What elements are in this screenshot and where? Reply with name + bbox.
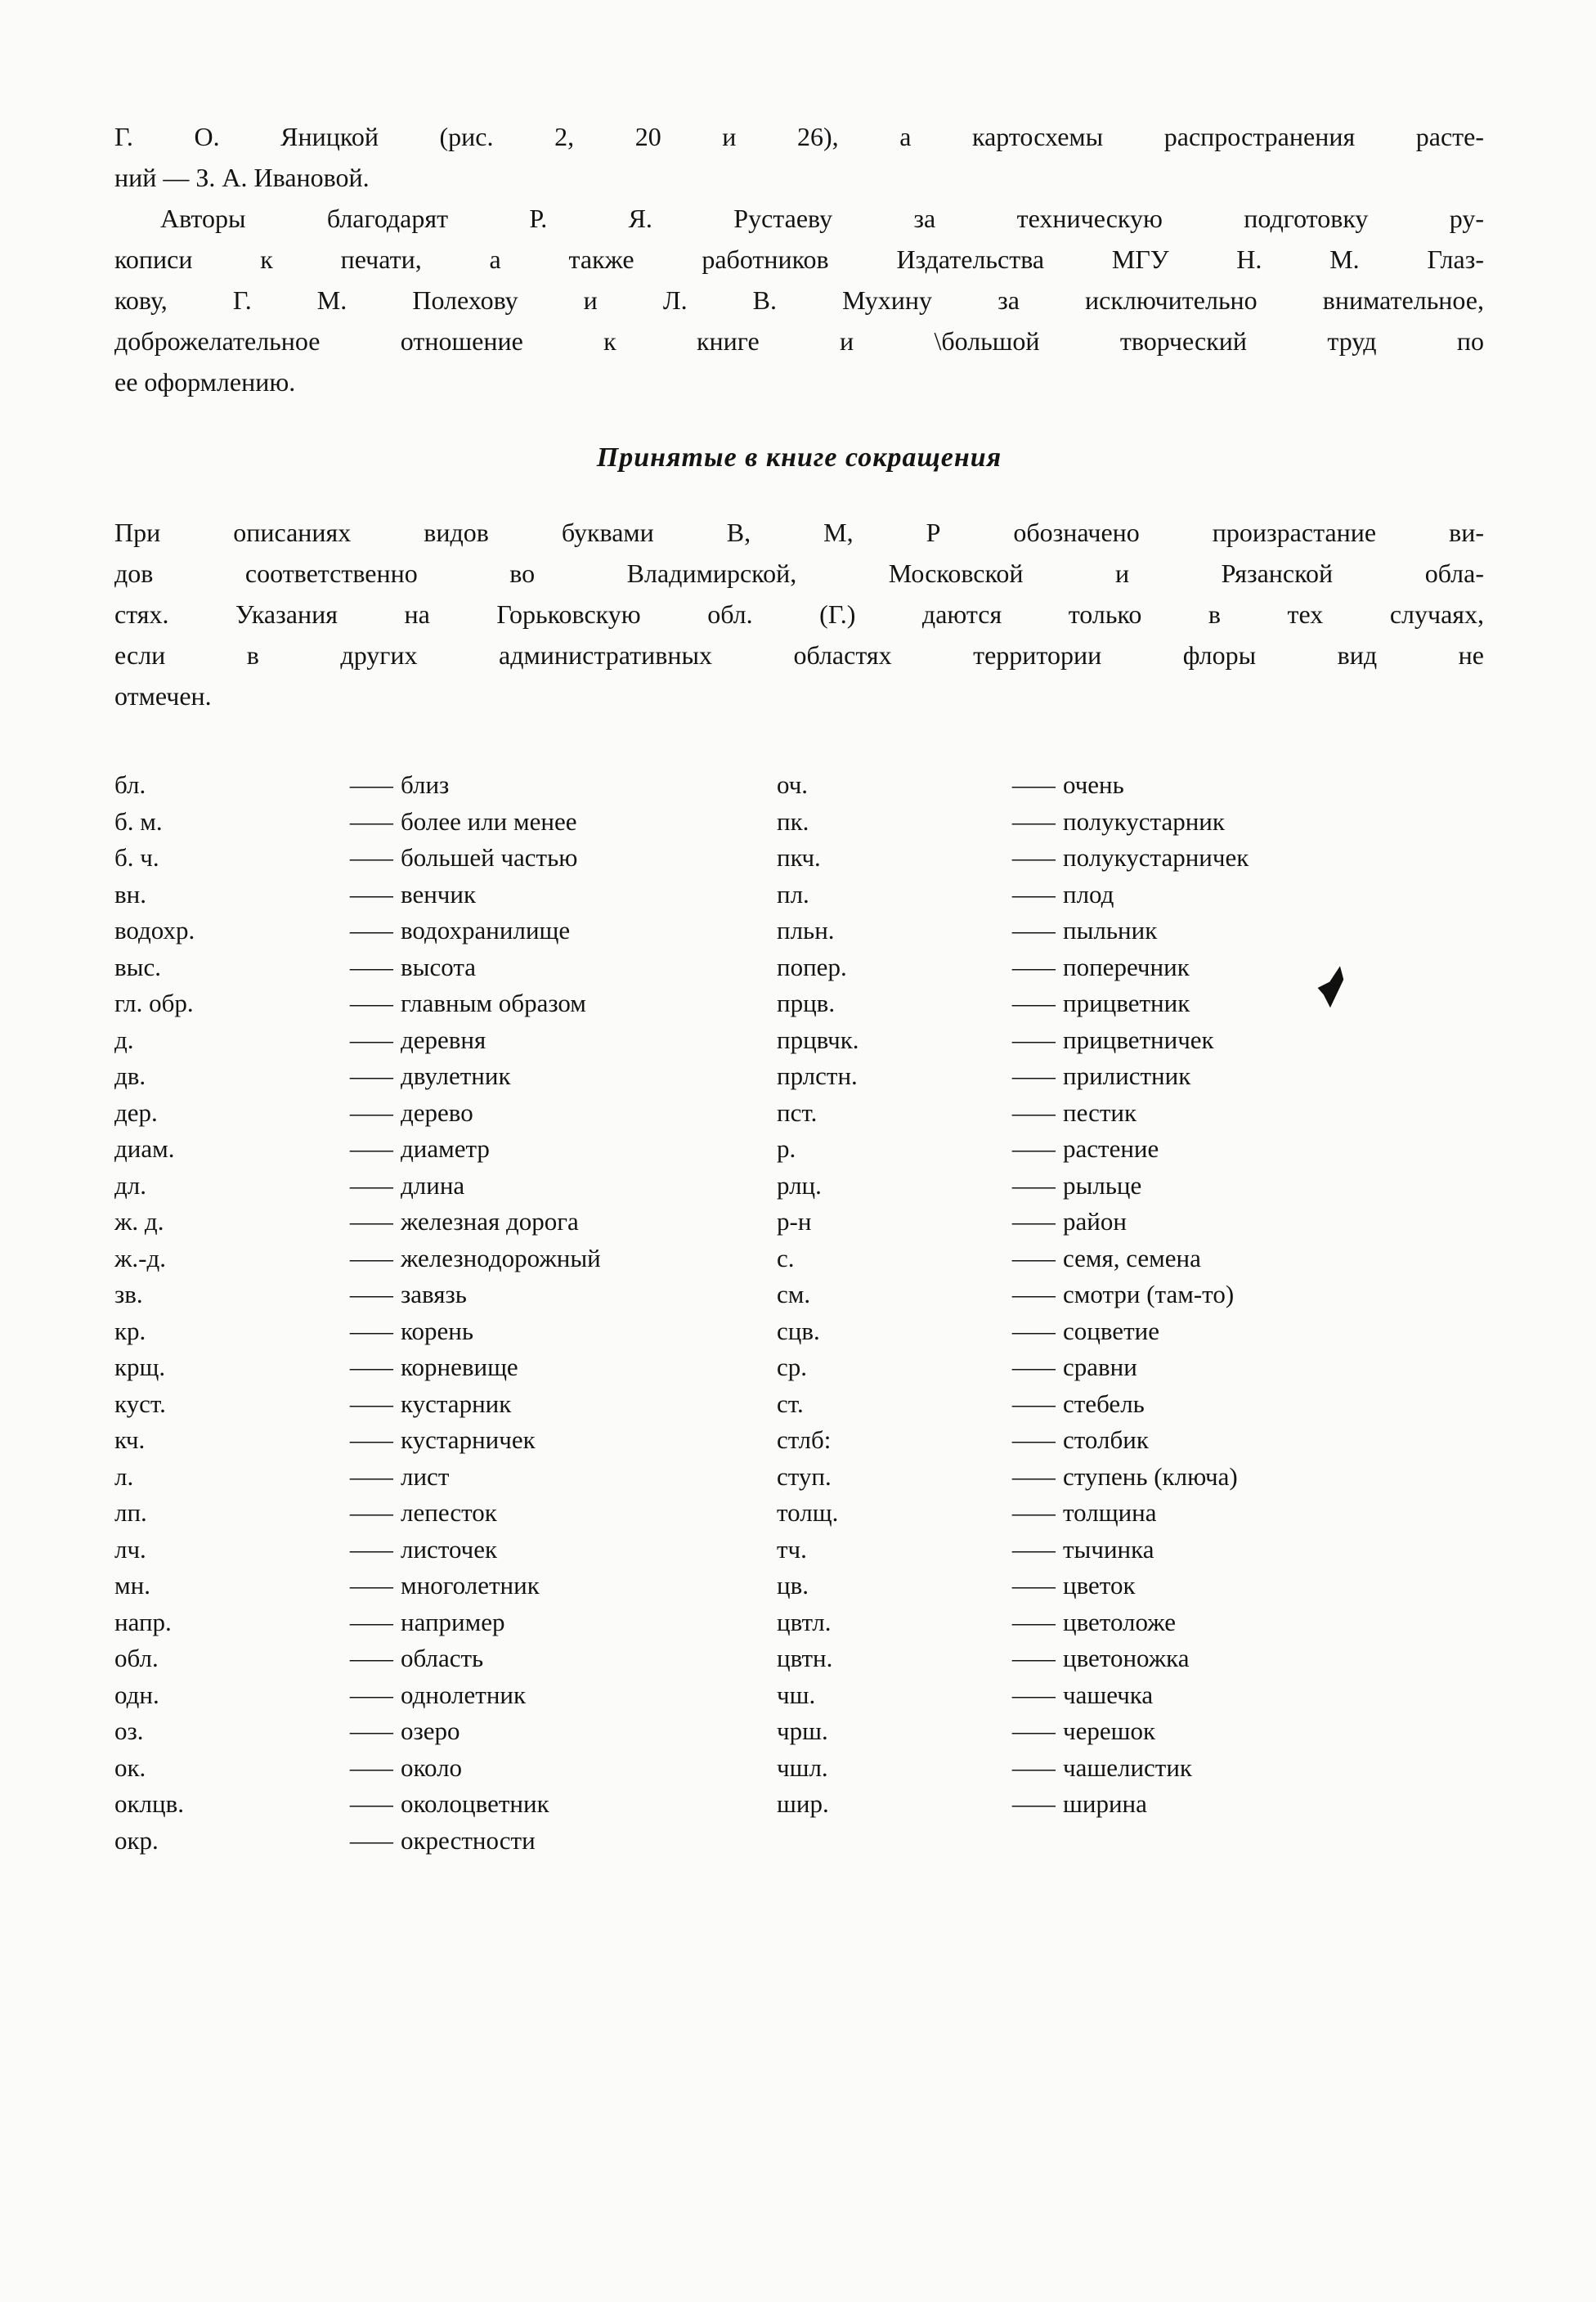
dash-glyph: — (350, 1644, 393, 1672)
abbr-term: см. (777, 1280, 811, 1308)
dash-glyph: — (350, 843, 393, 872)
dash-glyph: — (350, 1134, 393, 1163)
abbr-row (777, 1168, 1484, 1205)
note-line: стях. Указания на Горьковскую обл. (Г.) даются только в тех случаях, (114, 599, 1484, 629)
dash-glyph: — (1012, 770, 1056, 799)
dash-glyph: — (1012, 1353, 1056, 1381)
abbr-term: дв. (114, 1061, 146, 1090)
abbr-meaning: прилистник (1063, 1061, 1191, 1090)
abbr-meaning: очень (1063, 770, 1124, 799)
abbr-meaning: ширина (1063, 1789, 1147, 1818)
dash-glyph: — (350, 952, 393, 981)
dash-glyph: — (350, 1316, 393, 1345)
abbr-term: оч. (777, 770, 809, 799)
abbr-term: цв. (777, 1571, 809, 1600)
abbr-meaning: двулетник (401, 1061, 511, 1090)
abbr-term: попер. (777, 952, 847, 981)
abbr-meaning: цветок (1063, 1571, 1136, 1600)
abbr-row (114, 949, 777, 986)
dash-glyph: — (350, 1061, 393, 1090)
abbr-row (777, 1786, 1484, 1823)
abbr-row (114, 1386, 777, 1423)
abbr-row (777, 1459, 1484, 1496)
abbr-meaning: окрестности (401, 1825, 536, 1855)
abbr-row (114, 1058, 777, 1095)
abbr-meaning: например (401, 1607, 505, 1636)
abbr-row (114, 1713, 777, 1750)
abbreviations-list (114, 767, 1484, 1859)
abbr-row (114, 1604, 777, 1641)
abbr-term: оз. (114, 1716, 144, 1745)
abbr-meaning: высота (401, 952, 477, 981)
abbr-term: кр. (114, 1316, 146, 1345)
dash-glyph: — (350, 1280, 393, 1308)
note-line: дов соответственно во Владимирской, Московской и Рязанской обла- (114, 559, 1484, 588)
abbr-row (114, 913, 777, 949)
abbr-meaning: семя, семена (1063, 1243, 1201, 1272)
abbr-meaning: цветоложе (1063, 1607, 1177, 1636)
abbreviations-column-right (777, 767, 1484, 1859)
abbr-term: ступ. (777, 1461, 832, 1491)
abbr-meaning: соцветие (1063, 1316, 1159, 1345)
abbr-meaning: около (401, 1752, 463, 1782)
abbr-row (777, 1495, 1484, 1532)
abbr-meaning: листочек (401, 1534, 498, 1564)
dash-glyph: — (1012, 916, 1056, 945)
abbr-term: гл. обр. (114, 989, 194, 1017)
abbr-term: обл. (114, 1644, 159, 1672)
abbr-meaning: однолетник (401, 1680, 527, 1709)
abbr-term: одн. (114, 1680, 159, 1709)
abbr-term: сцв. (777, 1316, 820, 1345)
abbr-term: пк. (777, 806, 809, 836)
abbr-row (114, 1677, 777, 1714)
dash-glyph: — (350, 1389, 393, 1418)
abbr-meaning: водохранилище (401, 916, 571, 945)
abbr-term: крщ. (114, 1353, 166, 1381)
abbr-meaning: железная дорога (401, 1207, 579, 1236)
abbr-meaning: район (1063, 1207, 1127, 1236)
dash-glyph: — (350, 1207, 393, 1236)
abbr-meaning: пыльник (1063, 916, 1158, 945)
abbr-meaning: смотри (там-то) (1063, 1280, 1235, 1308)
abbr-meaning: сравни (1063, 1353, 1137, 1381)
intro-paragraph (114, 116, 1484, 402)
intro-line: Г. О. Яницкой (рис. 2, 20 и 26), а картосхемы распространения расте- (114, 122, 1484, 151)
abbr-row (777, 1422, 1484, 1459)
abbr-row (114, 804, 777, 841)
abbr-meaning: плод (1063, 879, 1114, 909)
abbr-row (777, 1532, 1484, 1568)
abbr-row (777, 1022, 1484, 1059)
abbr-term: диам. (114, 1134, 175, 1163)
intro-line: доброжелательное отношение к книге и \большой творческий труд по (114, 326, 1484, 356)
abbr-row (114, 1131, 777, 1168)
abbr-term: окр. (114, 1825, 159, 1855)
abbr-meaning: ступень (ключа) (1063, 1461, 1238, 1491)
abbr-meaning: поперечник (1063, 952, 1190, 981)
abbr-row (114, 767, 777, 804)
abbr-meaning: кустарник (401, 1389, 512, 1418)
dash-glyph: — (350, 1752, 393, 1782)
abbr-term: ж.-д. (114, 1243, 167, 1272)
abbr-meaning: завязь (401, 1280, 467, 1308)
abbr-row (777, 1349, 1484, 1386)
intro-line: кову, Г. М. Полехову и Л. В. Мухину за исключительно внимательное, (114, 285, 1484, 315)
abbr-term: выс. (114, 952, 161, 981)
abbr-row (777, 767, 1484, 804)
abbr-meaning: прицветничек (1063, 1025, 1214, 1054)
intro-line: ее оформлению. (114, 367, 296, 397)
abbr-term: р. (777, 1134, 796, 1163)
abbr-term: б. ч. (114, 843, 159, 872)
abbr-row (114, 877, 777, 913)
abbr-meaning: цветоножка (1063, 1644, 1190, 1672)
abbr-meaning: большей частью (401, 843, 578, 872)
abbr-term: вн. (114, 879, 146, 909)
dash-glyph: — (350, 1680, 393, 1709)
abbr-meaning: длина (401, 1170, 465, 1200)
abbr-term: ж. д. (114, 1207, 164, 1236)
abbr-term: дер. (114, 1097, 158, 1127)
intro-line: кописи к печати, а также работников Издательства МГУ Н. М. Глаз- (114, 245, 1484, 274)
abbr-term: пкч. (777, 843, 821, 872)
abbr-term: ср. (777, 1353, 808, 1381)
abbr-row (114, 1204, 777, 1241)
abbr-term: дл. (114, 1170, 146, 1200)
abbr-row (777, 1677, 1484, 1714)
abbr-meaning: озеро (401, 1716, 460, 1745)
abbr-term: л. (114, 1461, 134, 1491)
abbr-meaning: кустарничек (401, 1425, 536, 1454)
abbr-meaning: дерево (401, 1097, 473, 1127)
abbr-term: чрш. (777, 1716, 828, 1745)
abbr-term: прцвчк. (777, 1025, 859, 1054)
abbr-term: б. м. (114, 806, 163, 836)
abbr-row (114, 1313, 777, 1350)
abbr-term: д. (114, 1025, 134, 1054)
dash-glyph: — (1012, 806, 1056, 836)
dash-glyph: — (1012, 1025, 1056, 1054)
dash-glyph: — (1012, 1571, 1056, 1600)
dash-glyph: — (350, 1353, 393, 1381)
intro-line: ний — З. А. Ивановой. (114, 163, 370, 192)
abbr-meaning: лист (401, 1461, 450, 1491)
dash-glyph: — (1012, 1243, 1056, 1272)
dash-glyph: — (1012, 952, 1056, 981)
abbr-term: ок. (114, 1752, 146, 1782)
abbr-row (114, 1349, 777, 1386)
abbr-term: лп. (114, 1498, 147, 1527)
note-paragraph (114, 512, 1484, 716)
abbr-meaning: рыльце (1063, 1170, 1142, 1200)
dash-glyph: — (350, 1097, 393, 1127)
abbr-row (777, 1750, 1484, 1787)
abbr-meaning: черешок (1063, 1716, 1156, 1745)
abbr-meaning: полукустарник (1063, 806, 1225, 836)
dash-glyph: — (1012, 1097, 1056, 1127)
dash-glyph: — (1012, 1716, 1056, 1745)
abbreviations-column-left (114, 767, 777, 1859)
abbr-term: цвтн. (777, 1644, 833, 1672)
abbr-row (777, 913, 1484, 949)
abbr-term: ст. (777, 1389, 804, 1418)
dash-glyph: — (1012, 1644, 1056, 1672)
abbr-meaning: корень (401, 1316, 473, 1345)
dash-glyph: — (350, 879, 393, 909)
dash-glyph: — (1012, 1498, 1056, 1527)
abbr-meaning: околоцветник (401, 1789, 549, 1818)
dash-glyph: — (1012, 1280, 1056, 1308)
abbr-meaning: лепесток (401, 1498, 497, 1527)
abbr-row (777, 985, 1484, 1022)
abbr-term: с. (777, 1243, 795, 1272)
abbr-meaning: главным образом (401, 989, 586, 1017)
dash-glyph: — (1012, 1789, 1056, 1818)
abbr-meaning: растение (1063, 1134, 1159, 1163)
abbr-row (114, 1241, 777, 1277)
dash-glyph: — (350, 1498, 393, 1527)
abbr-row (114, 1495, 777, 1532)
abbr-row (777, 1277, 1484, 1313)
abbr-row (777, 1095, 1484, 1132)
abbr-row (777, 1713, 1484, 1750)
dash-glyph: — (350, 989, 393, 1017)
dash-glyph: — (350, 1534, 393, 1564)
abbr-row (777, 1204, 1484, 1241)
abbr-meaning: пестик (1063, 1097, 1137, 1127)
dash-glyph: — (1012, 1389, 1056, 1418)
abbr-row (114, 1022, 777, 1059)
abbr-row (777, 1604, 1484, 1641)
dash-glyph: — (1012, 1680, 1056, 1709)
abbr-term: лч. (114, 1534, 146, 1564)
abbr-meaning: многолетник (401, 1571, 540, 1600)
dash-glyph: — (350, 770, 393, 799)
dash-glyph: — (1012, 879, 1056, 909)
abbr-term: тч. (777, 1534, 807, 1564)
abbr-meaning: близ (401, 770, 450, 799)
abbr-meaning: тычинка (1063, 1534, 1154, 1564)
dash-glyph: — (350, 1607, 393, 1636)
note-line: отмечен. (114, 681, 212, 711)
abbr-meaning: деревня (401, 1025, 486, 1054)
abbr-meaning: стебель (1063, 1389, 1145, 1418)
abbr-row (114, 1823, 777, 1860)
intro-line: Авторы благодарят Р. Я. Рустаеву за техническую подготовку ру- (160, 204, 1484, 233)
abbr-term: кч. (114, 1425, 146, 1454)
abbr-meaning: венчик (401, 879, 477, 909)
abbr-row (777, 840, 1484, 877)
abbr-row (114, 1277, 777, 1313)
dash-glyph: — (350, 806, 393, 836)
abbr-meaning: более или менее (401, 806, 577, 836)
abbr-term: водохр. (114, 916, 195, 945)
abbr-term: цвтл. (777, 1607, 832, 1636)
dash-glyph: — (1012, 1425, 1056, 1454)
dash-glyph: — (350, 1716, 393, 1745)
abbr-row (777, 1640, 1484, 1677)
note-line: При описаниях видов буквами В, М, Р обозначено произрастание ви- (114, 518, 1484, 547)
abbr-row (777, 1131, 1484, 1168)
abbr-meaning: прицветник (1063, 989, 1190, 1017)
abbr-row (777, 1313, 1484, 1350)
abbr-term: шир. (777, 1789, 829, 1818)
dash-glyph: — (350, 1825, 393, 1855)
dash-glyph: — (1012, 1207, 1056, 1236)
abbr-meaning: железнодорожный (401, 1243, 601, 1272)
dash-glyph: — (350, 1243, 393, 1272)
abbr-term: пльн. (777, 916, 835, 945)
abbr-term: толщ. (777, 1498, 839, 1527)
abbr-term: зв. (114, 1280, 143, 1308)
abbr-term: оклцв. (114, 1789, 185, 1818)
abbr-term: куст. (114, 1389, 166, 1418)
dash-glyph: — (350, 1425, 393, 1454)
dash-glyph: — (1012, 1134, 1056, 1163)
abbr-meaning: диаметр (401, 1134, 490, 1163)
dash-glyph: — (1012, 1461, 1056, 1491)
abbr-row (777, 804, 1484, 841)
abbr-term: р-н (777, 1207, 812, 1236)
abbr-term: пст. (777, 1097, 818, 1127)
abbr-term: пл. (777, 879, 809, 909)
abbr-term: мн. (114, 1571, 150, 1600)
section-heading: Принятые в книге сокращения (596, 442, 1002, 473)
abbr-term: стлб: (777, 1425, 832, 1454)
abbr-row (777, 1386, 1484, 1423)
abbr-row (777, 1058, 1484, 1095)
abbr-row (114, 1459, 777, 1496)
abbr-meaning: столбик (1063, 1425, 1149, 1454)
dash-glyph: — (1012, 1607, 1056, 1636)
abbr-term: прлстн. (777, 1061, 858, 1090)
abbr-meaning: чашечка (1063, 1680, 1154, 1709)
dash-glyph: — (1012, 989, 1056, 1017)
dash-glyph: — (1012, 1534, 1056, 1564)
dash-glyph: — (1012, 1752, 1056, 1782)
abbr-meaning: толщина (1063, 1498, 1157, 1527)
abbr-row (114, 1532, 777, 1568)
dash-glyph: — (1012, 1061, 1056, 1090)
abbr-term: чш. (777, 1680, 816, 1709)
abbr-meaning: корневище (401, 1353, 518, 1381)
abbr-row (777, 1241, 1484, 1277)
abbr-row (114, 840, 777, 877)
abbr-term: рлц. (777, 1170, 822, 1200)
abbr-meaning: полукустарничек (1063, 843, 1249, 872)
dash-glyph: — (350, 1571, 393, 1600)
abbr-row (114, 1786, 777, 1823)
abbr-row (777, 1568, 1484, 1604)
abbr-row (114, 1422, 777, 1459)
abbr-term: чшл. (777, 1752, 828, 1782)
dash-glyph: — (1012, 1316, 1056, 1345)
abbr-meaning: область (401, 1644, 484, 1672)
abbr-row (777, 877, 1484, 913)
abbr-row (114, 1568, 777, 1604)
dash-glyph: — (1012, 1170, 1056, 1200)
dash-glyph: — (1012, 843, 1056, 872)
abbr-row (114, 1750, 777, 1787)
abbr-row (114, 1095, 777, 1132)
note-line: если в других административных областях территории флоры вид не (114, 640, 1484, 670)
abbr-term: бл. (114, 770, 146, 799)
abbr-row (114, 1640, 777, 1677)
abbr-row (777, 949, 1484, 986)
abbr-row (114, 1168, 777, 1205)
abbr-meaning: чашелистик (1063, 1752, 1192, 1782)
abbr-term: напр. (114, 1607, 172, 1636)
dash-glyph: — (350, 1025, 393, 1054)
dash-glyph: — (350, 916, 393, 945)
dash-glyph: — (350, 1789, 393, 1818)
abbr-term: прцв. (777, 989, 836, 1017)
abbr-row (114, 985, 777, 1022)
dash-glyph: — (350, 1461, 393, 1491)
dash-glyph: — (350, 1170, 393, 1200)
